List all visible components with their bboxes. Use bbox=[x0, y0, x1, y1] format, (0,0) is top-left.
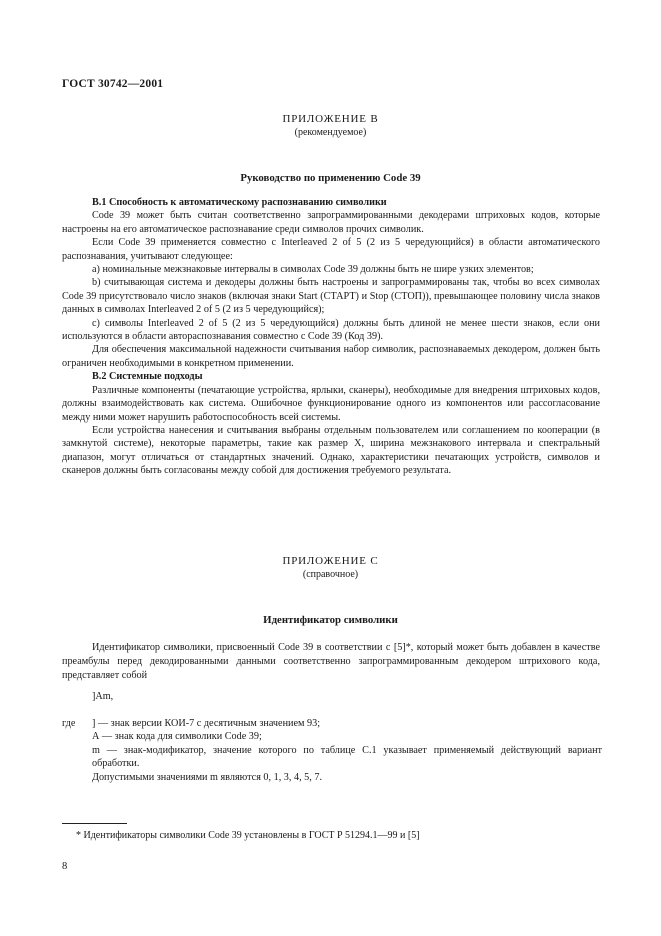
symbology-identifier-code: ]Am, bbox=[92, 691, 114, 702]
paragraph: Если Code 39 применяется совместно с Interleaved 2 of 5 (2 из 5 чередующийся) в области автоматического распознавания, учитывают следующее: bbox=[62, 237, 600, 262]
definition-row bbox=[62, 717, 602, 730]
appendix-b-title: ПРИЛОЖЕНИЕ В bbox=[282, 113, 379, 125]
footnote: * Идентификаторы символики Code 39 установлены в ГОСТ Р 51294.1—99 и [5] bbox=[76, 830, 420, 841]
appendix-b-heading: Руководство по применению Code 39 bbox=[240, 172, 421, 184]
list-item: с) символы Interleaved 2 of 5 (2 из 5 чередующийся) должны быть длиной не менее шести знаков, если они используются в области автораспознавания совместно с Code 39 (Код 39). bbox=[62, 317, 600, 343]
appendix-c-heading: Идентификатор символики bbox=[263, 614, 398, 626]
appendix-b-subtitle: (рекомендуемое) bbox=[294, 127, 367, 138]
section-b2-title: В.2 Системные подходы bbox=[92, 371, 203, 383]
appendix-c-title: ПРИЛОЖЕНИЕ С bbox=[282, 555, 379, 567]
page-number: 8 bbox=[62, 861, 68, 872]
definition: m — знак-модификатор, значение которого по таблице С.1 указывает применяемый действующий вариант обработки. bbox=[92, 744, 602, 770]
paragraph: Идентификатор символики, присвоенный Code 39 в соответствии с [5]*, который может быть добавлен в качестве преамбулы перед декодированными данными соответственно запрограммированным декодером штрихового кода, представляет собой bbox=[62, 642, 600, 682]
definition: ] — знак версии КОИ-7 с десятичным значением 93; bbox=[92, 718, 321, 729]
definitions bbox=[62, 717, 602, 784]
definition: А — знак кода для символики Code 39; bbox=[92, 731, 262, 743]
paragraph: Различные компоненты (печатающие устройства, ярлыки, сканеры), необходимые для внедрения штриховых кодов, должны взаимодействовать как система. Ошибочное функционирование одного из компонентов или рассогласование между ними может нарушить работоспособность всей системы. bbox=[62, 384, 600, 423]
paragraph: Code 39 может быть считан соответственно запрограммированными декодерами штриховых кодов, которые настроены на его автоматическое распознавание среди символов прочих символик. bbox=[62, 210, 600, 235]
footnote-rule bbox=[62, 823, 127, 824]
appendix-c-intro bbox=[62, 641, 600, 684]
where-label: где bbox=[62, 718, 76, 729]
document-header: ГОСТ 30742—2001 bbox=[62, 78, 164, 90]
appendix-c-subtitle: (справочное) bbox=[302, 569, 359, 580]
paragraph: Для обеспечения максимальной надежности считывания набор символик, распознаваемых декодером, должен быть ограничен необходимыми в конкретном применении. bbox=[62, 344, 600, 369]
allowed-values: Допустимыми значениями m являются 0, 1, 3, 4, 5, 7. bbox=[92, 771, 323, 783]
list-item: b) считывающая система и декодеры должны быть настроены и запрограммированы так, чтобы во всех символах Code 39 присутствовало число знаков (включая знаки Start (СТАРТ) и Stop (СТОП)), превышающее половину числа знаков данных в символах Interleaved 2 of 5 (2 из 5 чередующийся); bbox=[62, 277, 600, 316]
paragraph: Если устройства нанесения и считывания выбраны отдельным пользователем или соглашением по кооперации (в замкнутой системе), некоторые параметры, такие как размер X, ширина межзнакового интервала и спектральный диапазон, могут отличаться от стандартных значений. Однако, характеристики печатающих устройств, символов и сканеров должны быть согласованы между собой для достижения требуемого результата. bbox=[62, 424, 600, 477]
section-b1-title: В.1 Способность к автоматическому распознаванию символики bbox=[92, 197, 387, 208]
appendix-b-body bbox=[62, 196, 600, 478]
list-item: а) номинальные межзнаковые интервалы в символах Code 39 должны быть не шире узких элементов; bbox=[92, 264, 534, 276]
